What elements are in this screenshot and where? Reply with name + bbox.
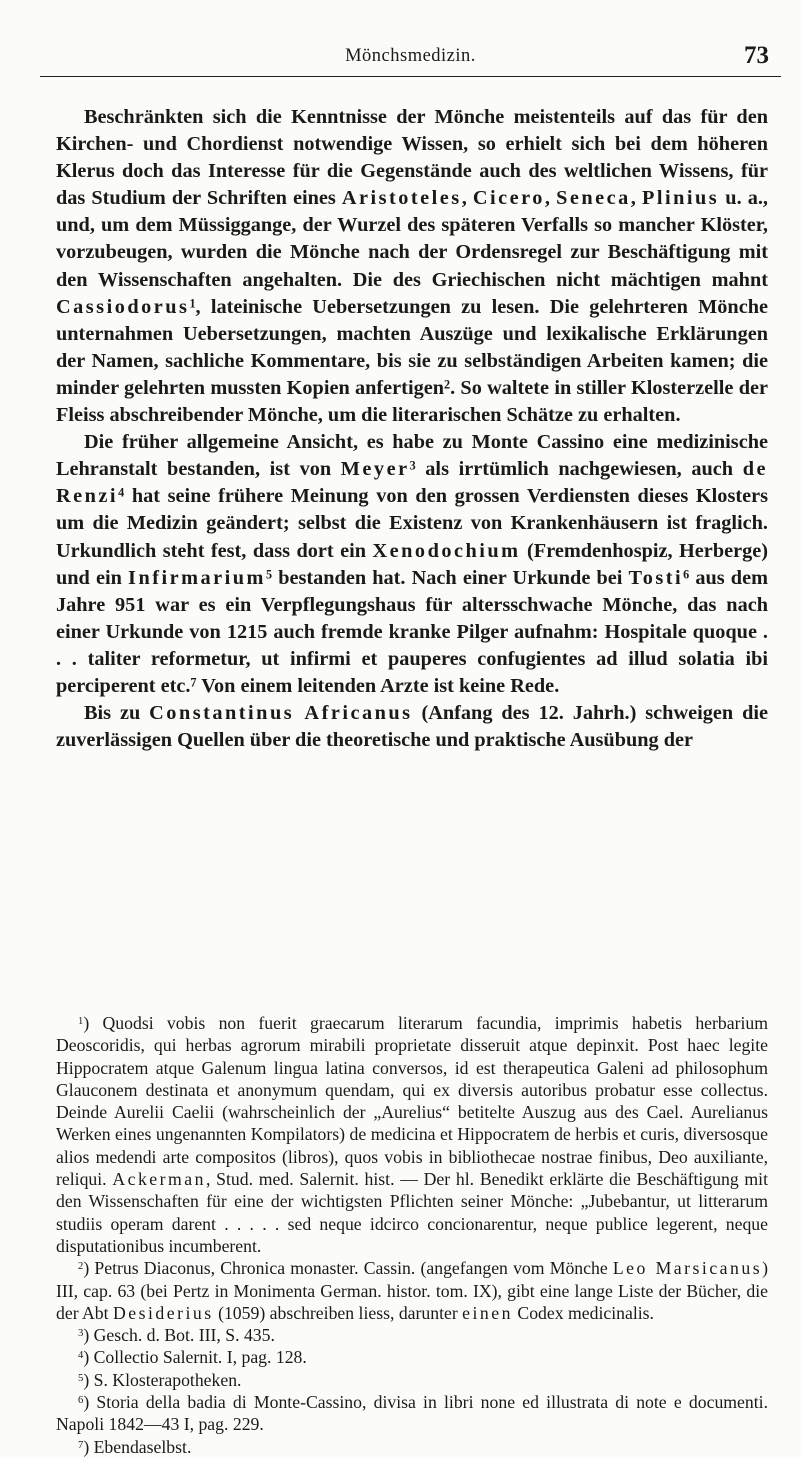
text: , Stud. med. Salernit. hist. — Der hl. Benedikt erklärte die Beschäftigung mit den Wissenschaften für eine der wichtigsten Pflichten seiner Mönche: „Jubebantur, ut litterarum studiis operam darent . . . . . sed neque idcirco concionarentur, neque publice legerent, neque disputationibus incumberent. xyxy=(56,1169,768,1256)
text: Die früher allgemeine Ansicht, es habe zu Monte Cassino eine medizinische Lehranstalt bestanden, ist von xyxy=(56,431,768,481)
text: bestanden hat. Nach einer Urkunde bei xyxy=(272,566,629,589)
footnote-ref-6[interactable]: 6 xyxy=(683,567,690,582)
name-meyer: Meyer xyxy=(340,458,410,481)
text: Von einem leitenden Arzte ist keine Rede. xyxy=(196,674,560,697)
footnote-4: $^4$) Collectio Salernit. I, pag. 128. xyxy=(78,1347,307,1368)
text: , lateinische Uebersetzungen zu lesen. Die gelehrteren Mönche unternahmen Uebersetzungen, machten Auszüge und lexikalische Erklärungen der Namen, sachliche Kommentare, bis sie zu selbständigen Arbeiten kamen; die minder gelehrten mussten Kopien anfertigen xyxy=(56,295,768,399)
text: Collectio Salernit. I, pag. 128. xyxy=(89,1347,307,1368)
footnote-ref-5[interactable]: 5 xyxy=(265,567,273,582)
footnote-ref-4[interactable]: 4 xyxy=(118,485,125,500)
name-tosti: Tosti xyxy=(628,566,684,589)
paragraph-2 xyxy=(56,429,768,700)
text: S. Klosterapotheken. xyxy=(89,1369,242,1390)
text: (1059) abschreiben liess, darunter xyxy=(213,1302,463,1323)
footnote-mark: 5 xyxy=(78,1372,84,1384)
name-seneca: Seneca xyxy=(556,187,631,210)
text: Codex medicinalis. xyxy=(512,1302,654,1323)
text: Petrus Diaconus, Chronica monaster. Cassin. (angefangen vom Mönche xyxy=(89,1258,613,1279)
footnote-mark: 2 xyxy=(78,1261,84,1273)
footnote-3: $^3$) Gesch. d. Bot. III, S. 435. xyxy=(78,1325,275,1346)
paragraph-3 xyxy=(56,700,768,754)
name-constantinus: Constantinus Africanus xyxy=(149,702,413,725)
text: u. a., und, um dem Müssiggange, der Wurzel des späteren Verfalls so mancher Klöster, vorzubeugen, wurden die Mönche nach der Ordensregel zur Beschäftigung mit den Wissenschaften angehalten. Die des Griechischen nicht mächtigen mahnt xyxy=(56,187,768,291)
text: , xyxy=(461,187,473,210)
page-number: 73 xyxy=(744,42,769,69)
text: . So waltete in stiller Klosterzelle der Fleiss abschreibender Mönche, um die literarischen Schätze zu erhalten. xyxy=(56,376,768,427)
running-title: Mönchsmedizin. xyxy=(345,46,476,66)
text: als irrtümlich nachgewiesen, auch xyxy=(415,458,743,481)
text: , xyxy=(630,187,642,210)
text: , xyxy=(544,187,557,210)
footnotes xyxy=(56,1012,768,1458)
footnote-mark: 3 xyxy=(78,1328,84,1340)
name-plinius: Plinius xyxy=(641,187,720,210)
text: aus dem Jahre 951 war es ein Verpflegungshaus für altersschwache Mönche, das nach einer Urkunde von 1215 auch fremde kranke Pilger aufnahm: Hospitale quoque . . . taliter reformetur, ut infirmi et pauperes confugientes ad illud solatia ibi perciperent etc. xyxy=(56,566,768,697)
text: Ebendaselbst. xyxy=(89,1436,192,1457)
name-aristoteles: Aristoteles xyxy=(341,187,462,210)
name-leo: Leo Marsicanus xyxy=(612,1258,763,1279)
term-xenodochium: Xenodochium xyxy=(372,539,521,562)
word-einen: einen xyxy=(462,1302,513,1323)
running-header xyxy=(40,40,781,80)
main-text xyxy=(56,104,768,754)
text: ) III, cap. 63 (bei Pertz in Monimenta German. histor. tom. IX), gibt eine lange Liste der Bücher, die der Abt xyxy=(56,1258,768,1323)
footnote-ref-3[interactable]: 3 xyxy=(409,458,416,473)
term-infirmarium: Infirmarium xyxy=(128,566,266,589)
name-ackerman: Ackerman xyxy=(112,1169,206,1190)
footnote-mark: 6 xyxy=(78,1395,84,1407)
text: Quodsi vobis non fuerit graecarum literarum facundia, imprimis habetis herbarium Deoscoridis, qui herbas agrorum mirabili proprietate disseruit atque depinxit. Post haec legite Hippocratem atque Galenum lingua latina conversos, id est therapeutica Galeni ad philosophum Glauconem destinata et anonymum quendam, qui ex diversis autoribus probatur esse collectus. Deinde Aurelii Caelii (wahrscheinlich der „Aurelius“ betitelte Auszug aus des Cael. Aurelianus Werken eines ungenannten Kompilators) de medicina et Hippocratem de herbis et curis, diversosque alios medendi arte compositos (libros), quos vobis in bibliothecae nostrae finibus, Deo auxiliante, reliqui. xyxy=(56,1013,768,1190)
header-rule xyxy=(40,76,781,77)
footnote-1: $^1$) Quodsi vobis non fuerit graecarum literarum facundia, imprimis habetis herbarium Deoscoridis, qui herbas agrorum mirabili proprietate disseruit atque depinxit. Post haec legite Hippocratem atque Galenum lingua latina conversos, id est therapeutica Galeni ad philosophum Glauconem destinata et anonymum quendam, qui ex diversis autoribus probatur esse collectus. Deinde Aurelii Caelii (wahrscheinlich der „Aurelius“ betitelte Auszug aus des Cael. Aurelianus Werken eines ungenannten Kompilators) de medicina et Hippocratem de herbis et curis, diversosque alios medendi arte compositos (libros), quos vobis in bibliothecae nostrae finibus, Deo auxiliante, reliqui. Ackerman, Stud. med. Salernit. hist. — Der hl. Benedikt erklärte die Beschäftigung mit den Wissenschaften für eine der wichtigsten Pflichten seiner Mönche: „Jubebantur, ut litterarum studiis operam darent . . . . . sed neque idcirco concionarentur, neque publice legerent, neque disputationibus incumberent. xyxy=(56,1013,768,1256)
text: (Fremdenhospiz, Herberge) und ein xyxy=(56,539,768,589)
text: Gesch. d. Bot. III, S. 435. xyxy=(89,1325,275,1346)
name-renzi: de Renzi xyxy=(56,458,768,508)
text: Beschränkten sich die Kenntnisse der Mönche meistenteils auf das für den Kirchen- und Chordienst notwendige Wissen, so erhielt sich bei dem höheren Klerus doch das Interesse für die Gegenstände auch des weltlichen Wissens, für das Studium der Schriften eines xyxy=(56,106,768,210)
footnote-5: $^5$) S. Klosterapotheken. xyxy=(78,1369,242,1390)
footnote-mark: 7 xyxy=(78,1439,84,1451)
footnote-mark: 4 xyxy=(78,1350,84,1362)
footnote-mark: 1 xyxy=(78,1016,84,1028)
name-desiderius: Desiderius xyxy=(112,1302,214,1323)
text: hat seine frühere Meinung von den grossen Verdiensten dieses Klosters um die Medizin geändert; selbst die Existenz von Krankenhäusern ist fraglich. Urkundlich steht fest, dass dort ein xyxy=(56,485,768,562)
paragraph-1 xyxy=(56,104,768,429)
text: Storia della badia di Monte-Cassino, divisa in libri none ed illustrata di note e documenti. Napoli 1842—43 I, pag. 229. xyxy=(56,1392,768,1435)
footnote-2: $^2$) Petrus Diaconus, Chronica monaster. Cassin. (angefangen vom Mönche Leo Marsicanus) III, cap. 63 (bei Pertz in Monimenta German. histor. tom. IX), gibt eine lange Liste der Bücher, die der Abt Desiderius (1059) abschreiben liess, darunter einen Codex medicinalis. xyxy=(56,1258,768,1323)
footnote-6: $^6$) Storia della badia di Monte-Cassino, divisa in libri none ed illustrata di note e documenti. Napoli 1842—43 I, pag. 229. xyxy=(56,1392,768,1435)
text: (Anfang des 12. Jahrh.) schweigen die zuverlässigen Quellen über die theoretische und praktische Ausübung der xyxy=(56,702,768,752)
footnote-ref-2[interactable]: 2 xyxy=(444,377,451,392)
footnote-7: $^7$) Ebendaselbst. xyxy=(78,1436,192,1457)
footnote-ref-1[interactable]: 1 xyxy=(189,296,196,311)
text: Bis zu xyxy=(84,702,150,725)
footnote-ref-7[interactable]: 7 xyxy=(190,675,197,690)
name-cicero: Cicero xyxy=(472,187,545,210)
name-cassiodorus: Cassiodorus xyxy=(56,295,190,318)
